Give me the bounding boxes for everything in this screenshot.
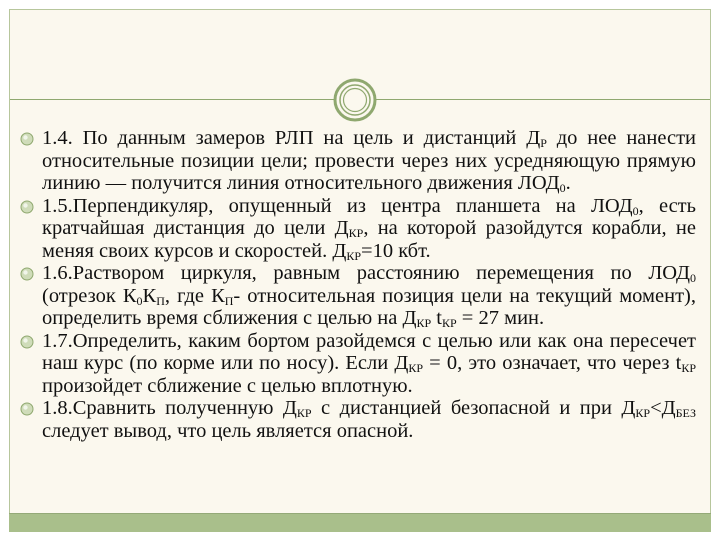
subscript: КР (416, 316, 432, 330)
ring-ornament-icon (333, 78, 377, 122)
list-item (20, 127, 696, 195)
text-run: =10 кбт. (361, 239, 431, 262)
text-run: . (565, 172, 571, 194)
subscript: П (156, 293, 165, 308)
text-run: следует вывод, что цель является опасной. (42, 419, 414, 442)
text-run: до нее нанести относительные позиции цели; провести через них усредняющую прямую линию — получится линия относительного движения ЛОД (42, 127, 696, 194)
subscript: КР (346, 248, 362, 263)
list-item (20, 262, 696, 330)
list-item (20, 330, 696, 398)
text-run: 1.7.Определить, каким бортом разойдемся с целью или как она пересечет наш курс (по корме или по носу). Если Д (42, 329, 696, 374)
text-run: = 0, это означает, что через t (423, 352, 682, 374)
bottom-bar (9, 513, 711, 532)
subscript: КР (681, 361, 696, 375)
text-run: , где К (164, 284, 225, 307)
text-run: произойдет сближение с целью вплотную. (42, 374, 413, 397)
bullet-list (20, 127, 696, 442)
text-run: (отрезок К (42, 284, 137, 307)
bullet-icon (20, 200, 34, 214)
list-item (20, 195, 696, 263)
subscript: Р (540, 136, 547, 150)
text-run: 1.6.Раствором циркуля, равным расстоянию перемещения по ЛОД (42, 262, 690, 284)
bullet-icon (20, 402, 34, 416)
subscript: КР (296, 406, 312, 420)
text-run: <Д (650, 397, 676, 419)
subscript: 0 (136, 293, 143, 308)
bullet-icon (20, 335, 34, 349)
subscript: КР (408, 361, 424, 375)
subscript: 0 (632, 203, 639, 218)
bullet-icon (20, 132, 34, 146)
text-run: с дистанцией безопасной и при Д (311, 397, 636, 419)
subscript: БЕЗ (675, 406, 697, 420)
text-run: 1.4. По данным замеров РЛП на цель и дистанций Д (42, 127, 541, 149)
subscript: КР (635, 406, 651, 420)
list-item (20, 397, 696, 442)
subscript: 0 (559, 181, 566, 195)
bullet-icon (20, 267, 34, 281)
text-run: t (431, 307, 442, 329)
text-run: , на которой разойдутся корабли, не меняя своих курсов и скоростей. Д (42, 217, 696, 262)
text-run: К (142, 284, 157, 307)
text-run: = 27 мин. (456, 307, 545, 329)
text-run: 1.8.Сравнить полученную Д (42, 397, 297, 419)
text-run: , есть кратчайшая дистанция до цели Д (42, 194, 696, 239)
subscript: КР (348, 226, 364, 240)
text-run: 1.5.Перпендикуляр, опущенный из центра планшета на ЛОД (42, 194, 633, 217)
subscript: П (224, 293, 234, 308)
subscript: 0 (690, 271, 696, 285)
text-run: - относительная позиция цели на текущий момент), определить время сближения с целью на Д (42, 284, 696, 329)
subscript: КР (441, 316, 457, 330)
